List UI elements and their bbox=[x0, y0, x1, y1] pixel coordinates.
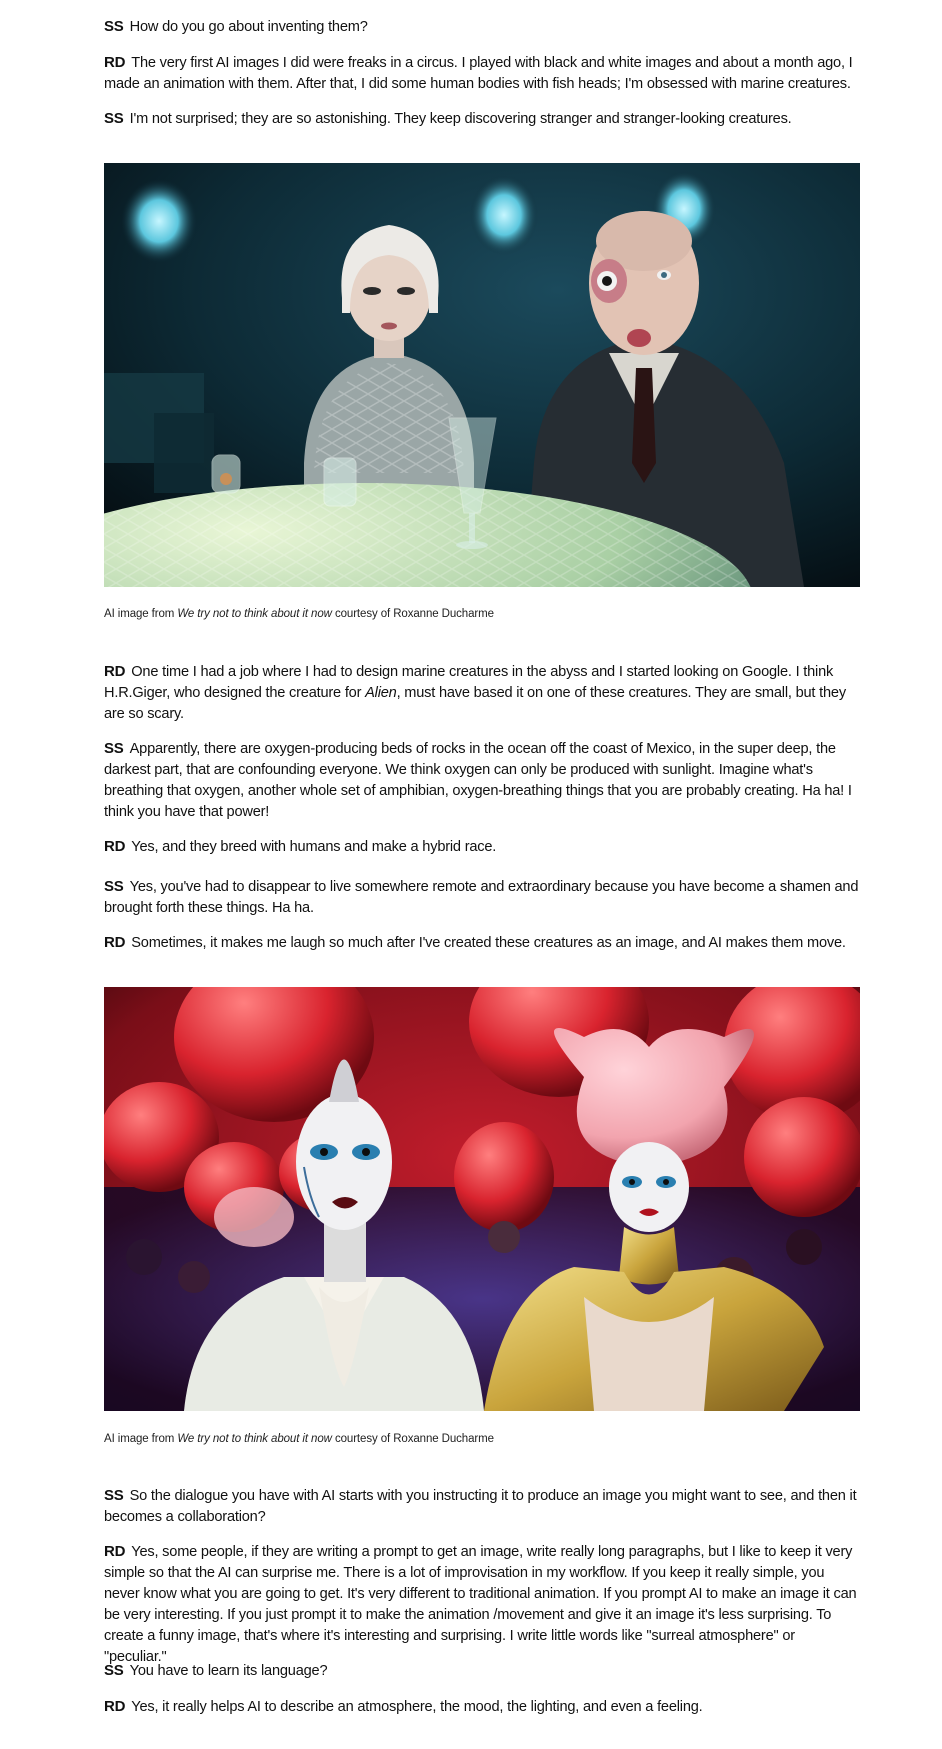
image-caption: AI image from We try not to think about it now courtesy of Roxanne Ducharme bbox=[104, 1433, 494, 1445]
caption-title: We try not to think about it now bbox=[177, 608, 332, 620]
dialogue-text: I'm not surprised; they are so astonishing. They keep discovering stranger and stranger-looking creatures. bbox=[129, 111, 792, 127]
film-title: Alien bbox=[365, 685, 397, 701]
speaker-label: SS bbox=[104, 1487, 124, 1504]
dialogue-entry bbox=[104, 1485, 861, 1528]
speaker-label: SS bbox=[104, 878, 124, 895]
dialogue-entry bbox=[104, 1541, 861, 1668]
speaker-label: RD bbox=[104, 838, 126, 855]
image-caption: AI image from We try not to think about it now courtesy of Roxanne Ducharme bbox=[104, 608, 494, 620]
dialogue-entry bbox=[104, 16, 861, 38]
dialogue-text: You have to learn its language? bbox=[129, 1663, 328, 1679]
dialogue-entry bbox=[104, 52, 861, 95]
speaker-label: RD bbox=[104, 1698, 126, 1715]
dialogue-text: So the dialogue you have with AI starts with you instructing it to produce an image you might want to see, and then it becomes a collaboration? bbox=[104, 1488, 857, 1525]
speaker-label: RD bbox=[104, 54, 126, 71]
dialogue-entry bbox=[104, 661, 861, 725]
dialogue-text: Apparently, there are oxygen-producing beds of rocks in the ocean off the coast of Mexico, in the super deep, the darkest part, that are confounding everyone. We think oxygen can only be produced with sunlight. Imagine what's breathing that oxygen, another whole set of amphibian, oxygen-breathing things that you are probably creating. Ha ha! I think you have that power! bbox=[104, 741, 852, 820]
article-image-2 bbox=[104, 987, 860, 1411]
dialogue-text: , must have based it on one of these creatures. They are small, but they are so scary. bbox=[104, 685, 846, 722]
dialogue-entry bbox=[104, 876, 861, 919]
dialogue-text: One time I had a job where I had to design marine creatures in the abyss and I started looking on Google. I think H.R.Giger, who designed the creature for bbox=[104, 664, 834, 701]
speaker-label: RD bbox=[104, 663, 126, 680]
dialogue-text: The very first AI images I did were freaks in a circus. I played with black and white images and about a month ago, I made an animation with them. After that, I did some human bodies with fish heads; I'm obsessed with marine creatures. bbox=[104, 55, 853, 92]
dialogue-entry bbox=[104, 932, 861, 954]
ai-image-balloon-scene bbox=[104, 987, 860, 1411]
dialogue-text: Yes, and they breed with humans and make a hybrid race. bbox=[131, 839, 497, 855]
dialogue-entry bbox=[104, 836, 861, 858]
dialogue-text: Yes, it really helps AI to describe an atmosphere, the mood, the lighting, and even a feeling. bbox=[131, 1699, 703, 1715]
dialogue-text: Yes, you've had to disappear to live somewhere remote and extraordinary because you have become a shamen and brought forth these things. Ha ha. bbox=[104, 879, 859, 916]
article-image-1 bbox=[104, 163, 860, 587]
dialogue-entry bbox=[104, 1660, 861, 1682]
speaker-label: SS bbox=[104, 1662, 124, 1679]
speaker-label: SS bbox=[104, 110, 124, 127]
dialogue-text: How do you go about inventing them? bbox=[129, 19, 368, 35]
speaker-label: RD bbox=[104, 1543, 126, 1560]
dialogue-entry bbox=[104, 738, 861, 823]
speaker-label: RD bbox=[104, 934, 126, 951]
dialogue-entry bbox=[104, 1696, 861, 1718]
speaker-label: SS bbox=[104, 740, 124, 757]
dialogue-text: Sometimes, it makes me laugh so much after I've created these creatures as an image, and AI makes them move. bbox=[131, 935, 846, 951]
caption-title: We try not to think about it now bbox=[177, 1433, 332, 1445]
ai-image-dinner-scene bbox=[104, 163, 860, 587]
speaker-label: SS bbox=[104, 18, 124, 35]
dialogue-text: Yes, some people, if they are writing a prompt to get an image, write really long paragraphs, but I like to keep it very simple so that the AI can surprise me. There is a lot of improvisation in my workflow. If you keep it really simple, you never know what you are going to get. It's very different to traditional animation. If you prompt AI to make an image it can be very interesting. If you just prompt it to make the animation /movement and give it an image it's less surprising. To create a funny image, that's where it's interesting and surprising. I write little words like "surreal atmosphere" or "peculiar." bbox=[104, 1544, 857, 1665]
dialogue-entry bbox=[104, 108, 861, 130]
